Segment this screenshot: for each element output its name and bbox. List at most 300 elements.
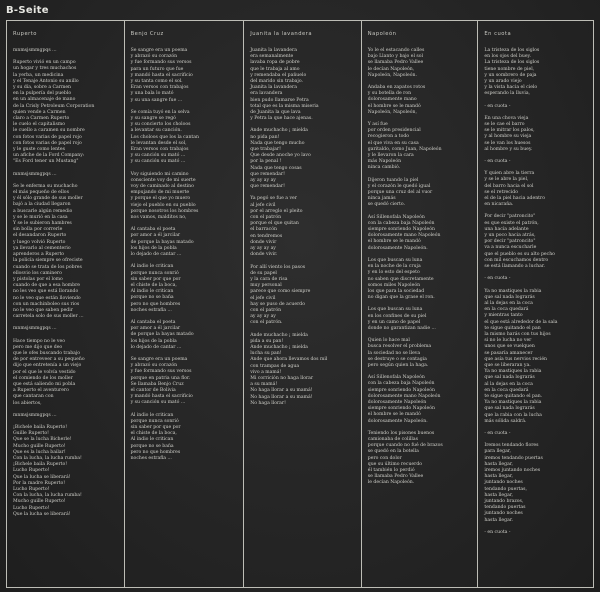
- lyric-line: ay ay ay ay: [250, 246, 276, 252]
- lyric-line: una hacía adelante: [484, 226, 529, 232]
- lyric-line: Eran versos con trabajos: [130, 147, 189, 153]
- lyric-line: porque en patria una flor.: [130, 375, 191, 381]
- lyric-line: Lucho Ruperto!: [13, 468, 50, 474]
- lyric-line: pero no que hombres: [130, 449, 181, 455]
- lyric-line: cuando de que a esa hombre: [13, 283, 81, 289]
- lyric-line: La tristeza de los siglos: [484, 60, 540, 66]
- lyric-line: y su sangre se regó: [130, 116, 176, 122]
- lyric-line: que sal nada lograrás: [484, 294, 535, 300]
- lyric-line: con el patrón.: [250, 320, 283, 326]
- lyric-line: Ruperto vivió en un campo: [13, 60, 76, 66]
- lyric-line: aprenderos a Ruperto: [13, 252, 65, 258]
- lyric-line: Así Sillenofala Napoleón: [367, 214, 425, 220]
- lyric-line: y una bala lo mató: [130, 91, 174, 97]
- lyric-line: Yo le el estacando calles: [367, 48, 425, 53]
- lyric-line: Al cantaba el poeta: [130, 227, 176, 233]
- lyric-line: de Juanita la que lava: [250, 110, 301, 116]
- lyric-line: No haga llorar a su mamá!: [250, 388, 313, 394]
- lyric-line: pero no que hombres: [130, 301, 181, 307]
- lyric-line: Ya no mastiques la rabia: [484, 288, 542, 294]
- lyric-line: Voy siguiendo mi camino: [130, 171, 189, 177]
- lyric-line: busca resolver el problema: [367, 344, 432, 350]
- lyric-line: Los que buscan su luna: [367, 307, 423, 313]
- lyric-line: lavaba ropa de pobre: [250, 60, 300, 66]
- lyric-line: Napoleón, Napoleón.: [367, 72, 417, 78]
- song-lyrics: [368, 48, 473, 487]
- lyric-line: no digan que la grase el ron.: [367, 295, 435, 301]
- lyric-line: Teniendo los pisones buenos: [367, 430, 435, 436]
- lyric-line: no pida pan!: [250, 134, 280, 140]
- song-column-napoleon: [362, 21, 479, 587]
- lyric-line: Se comía tuyó en la selva: [130, 109, 190, 115]
- lyric-line: Y así fue: [367, 122, 388, 128]
- lyric-line: donde no garantizan nadie ...: [367, 325, 436, 331]
- song-lyrics: [484, 48, 588, 536]
- lyric-line: dolorosamente mano: [367, 97, 417, 103]
- lyric-line: Hace tiempo no le veo: [13, 338, 65, 344]
- lyric-line: Con la lucha, la lucha rumba!: [13, 455, 82, 461]
- lyric-line: el hombre se le mandó: [367, 239, 421, 245]
- lyric-line: que cantaran con: [13, 394, 54, 400]
- lyric-line: el comiendo de los moller: [13, 375, 73, 381]
- lyric-line: Ande que ahora llevamos dos mil: [250, 357, 328, 363]
- lyric-line: Con la lucha, la lucha rumba!: [13, 493, 82, 499]
- lyric-line: ¡Bichele baila Ruperto!: [13, 424, 68, 430]
- lyric-line: en la coca quedará: [484, 387, 529, 393]
- lyric-line: le decían Napoleón.: [367, 480, 415, 486]
- lyric-line: y luego volvió Ruperto: [13, 239, 66, 245]
- lyric-line: total que es la misma miseria: [250, 103, 319, 109]
- lyric-line: en un almacenaje de mano: [13, 97, 76, 103]
- lyric-line: viejo el pueblo en su pueblo: [130, 202, 196, 208]
- song-column-ruperto: [7, 21, 125, 587]
- lyric-line: unos que se vuelquen: [484, 344, 535, 350]
- song-lyrics: [13, 48, 119, 518]
- lyric-line: Iremos tendando flores: [484, 443, 539, 449]
- lyric-line: tiene nombre de piel,: [484, 66, 535, 72]
- lyric-line: se pasaría amanecer: [484, 350, 533, 356]
- lyric-line: y se le abre la piel,: [484, 177, 529, 183]
- lyric-line: ay ay ay ay: [250, 178, 276, 184]
- lyric-line: por el arreglo el pleito: [250, 208, 303, 214]
- lyric-line: por orden presidencial: [367, 128, 421, 134]
- lyric-line: y su día, sobre a Carmen: [13, 85, 72, 91]
- lyric-line: que le trabaja al amo: [250, 66, 300, 72]
- lyric-line: al la dejas en la coca: [484, 381, 533, 387]
- lyric-line: el que está alrededor de la sala: [484, 319, 558, 325]
- lyric-line: pida a su pan!: [250, 338, 284, 344]
- lyric-line: - en cuota -: [484, 159, 511, 165]
- lyric-line: Los choloos que los la cantan: [130, 134, 199, 140]
- lyric-line: Se sangre era un poema: [130, 48, 188, 53]
- lyric-line: y su tanta como el sol.: [130, 79, 183, 85]
- lyric-line: y mientras tanto: [484, 313, 523, 319]
- lyric-line: los que para la sociedad: [367, 288, 425, 294]
- lyric-line: los abiertos,: [13, 400, 42, 406]
- lyric-line: en nicaraña.: [484, 202, 514, 208]
- lyric-line: se el retrecido: [484, 189, 518, 195]
- song-title: Ruperto: [13, 31, 37, 37]
- lyric-line: Por decir "patroncito": [484, 214, 536, 220]
- song-column-benjo-cruz: [125, 21, 245, 587]
- lyric-line: Y quien abre la tierra: [484, 171, 535, 177]
- lyric-line: y su una sangre fue ...: [130, 97, 183, 103]
- lyric-line: se quedó cierto.: [367, 202, 406, 208]
- lyric-line: Ande muchacho ¡ mielda: [250, 332, 308, 338]
- lyric-line: dolorosamente mano Napoleón: [367, 393, 441, 399]
- lyric-line: Ande muchacho ¡ mielda: [250, 344, 308, 350]
- lyric-line: a levantar su canción.: [130, 128, 182, 134]
- lyric-line: y el Tenaje Antonio su anillo: [13, 78, 79, 84]
- song-title: En cuota: [484, 31, 512, 37]
- lyric-line: hasta llegar,: [484, 474, 513, 480]
- lyric-line: un hogar y tres muchachos: [13, 66, 77, 72]
- lyric-line: el barracón: [250, 227, 277, 233]
- lyric-line: la mismo harás con tus hijos: [484, 331, 551, 337]
- lyric-line: Se le enferma su muchacho: [13, 183, 78, 189]
- lyric-line: consciente voy de mi suerte: [130, 177, 196, 183]
- lyric-line: y pistolas por el lomo: [13, 276, 63, 282]
- lyric-line: sin bolla por correrle: [13, 227, 63, 233]
- lyric-line: Se llamaba Benjo Cruz: [130, 381, 184, 387]
- lyric-line: Y se le subieron hambres: [13, 221, 72, 227]
- lyric-line: tendando puertas,: [484, 486, 527, 492]
- lyric-line: se llamaba Pedro Vallee: [367, 474, 424, 480]
- lyric-line: el de la piel hacia adentro: [484, 196, 545, 202]
- lyric-line: y la vista hacia el cielo: [484, 85, 538, 91]
- lyric-line: claro a Carmen Ruperto: [13, 116, 70, 122]
- lyric-line: siempre sonriendo Napoleón: [367, 406, 435, 412]
- lyric-line: donde vivir: [250, 239, 277, 245]
- lyric-line: Se sangre era un poema: [130, 356, 188, 362]
- lyric-line: del marido sin trabajo.: [250, 79, 303, 85]
- lyric-line: la yerba, un medicina: [13, 72, 64, 78]
- lyric-line: que trabajar!: [250, 147, 281, 153]
- lyric-line: esperando la lluvia,: [484, 91, 531, 97]
- lyric-line: y abrazó su corazón: [130, 54, 178, 60]
- lyric-line: y mandó hasta el sacrificio: [130, 394, 193, 400]
- lyric-line: con fotos varias de papel rojo: [13, 140, 82, 146]
- lyric-line: el jefe civil: [250, 295, 276, 301]
- lyric-line: más sólida saldrá.: [484, 418, 527, 424]
- lyric-line: Al cantaba el poeta: [130, 319, 176, 325]
- lyric-line: en tendremos: [250, 233, 283, 239]
- lyric-line: y su canción su mató ...: [130, 153, 186, 159]
- lyric-line: porque nunca sonrió: [130, 418, 179, 424]
- lyric-line: mnmsjsmmgpqs ...: [13, 171, 57, 177]
- lyric-line: lo dejado de cantar ...: [130, 344, 182, 350]
- lyric-line: la sociedad no se lleva: [367, 350, 421, 356]
- lyric-line: con mil escuchamos dentro: [484, 257, 549, 263]
- lyric-line: mnmsjsmmgpqs ...: [13, 412, 57, 418]
- lyric-line: nos vamos, malditos no,: [130, 215, 187, 221]
- lyric-line: Ya no mastiques la rabia: [484, 369, 542, 375]
- lyric-line: voy de caminado al destino: [130, 184, 194, 190]
- lyric-line: el más pequeño de ellos: [13, 190, 69, 196]
- lyric-line: ninca cambió.: [367, 165, 401, 171]
- lyric-line: a Ruperto el aventurero: [13, 388, 69, 394]
- lyric-line: y fue formando sus versos: [130, 369, 192, 375]
- lyric-line: el que viva en su casa: [367, 140, 419, 146]
- lyric-line: siempre sonriendo Napoleón: [367, 227, 435, 233]
- lyric-line: y remendaba el pañuelo: [250, 72, 307, 78]
- lyric-line: dolorosamente Napoleón.: [367, 418, 428, 424]
- song-title: Napoleón: [367, 31, 397, 37]
- lyric-line: de su papel: [250, 270, 277, 276]
- lyric-line: y su botella de ron: [367, 91, 412, 97]
- lyric-line: juntando noches: [484, 480, 523, 486]
- lyric-line: hasta llegar,: [484, 492, 513, 498]
- lyric-line: se llamaba Pedro Vallee: [367, 60, 424, 66]
- lyric-line: porque nunca sonrió: [130, 270, 179, 276]
- lyric-line: que sal nada lograrás: [484, 406, 535, 412]
- lyric-line: en la coca quedará: [484, 307, 529, 313]
- lyric-line: porque una cruz del al vuor: [367, 190, 433, 196]
- lyric-line: lo dejado de cantar ...: [130, 252, 182, 258]
- lyric-line: Lucho Ruperto!: [13, 505, 50, 511]
- lyrics-columns: [7, 21, 593, 587]
- lyric-line: Que la lucha se liberará!: [13, 474, 71, 480]
- lyric-line: ellosvio los caminero: [13, 270, 62, 276]
- lyric-line: de porque la bayas matado: [130, 239, 194, 245]
- lyric-line: por el que le volvía vestido: [13, 369, 76, 375]
- lyric-line: se quedó en la botella: [367, 449, 419, 455]
- lyric-line: de porque la bayas matado: [130, 332, 194, 338]
- lyric-line: juntando brazos,: [484, 499, 524, 504]
- lyric-line: No haga llorar!: [250, 400, 286, 406]
- lyric-line: iremos tendando puertas: [484, 455, 543, 461]
- lyric-line: y su canción su mató ...: [130, 159, 186, 165]
- lyric-line: Andaba en zapatos rotos: [367, 85, 426, 91]
- lyric-line: Eran versos con trabajos: [130, 85, 189, 91]
- lyric-line: Al indio le critican: [130, 289, 174, 295]
- lyric-line: camionaba de colillas: [367, 436, 418, 442]
- lyric-line: No haga llorar a su mamá!: [250, 394, 313, 400]
- lyric-line: y Petra la que hace ajenas.: [250, 116, 313, 122]
- lyric-line: recogieron a todo: [367, 134, 410, 140]
- lyric-line: con la cabeza baja Napoleón: [367, 381, 435, 387]
- lyric-line: le cuelo el capitalismo: [13, 122, 65, 128]
- lyric-line: juntando noches: [484, 511, 523, 517]
- lyric-line: siempre sonriendo Napoleón: [367, 387, 435, 393]
- lyric-line: y en un camo de papel: [367, 319, 421, 325]
- lyric-line: en la pulpería del pueblo: [13, 91, 72, 97]
- lyric-line: y él sólo grande de sus moller: [13, 196, 83, 202]
- lyric-line: era lavandera: [250, 91, 283, 97]
- lyric-line: lucha su pan!: [250, 351, 282, 357]
- lyric-line: porque no se baña: [130, 295, 174, 301]
- song-lyrics: [250, 48, 356, 407]
- lyric-line: dolorosamente Napoleón.: [367, 245, 428, 251]
- lyric-line: ay ay ay ay: [250, 314, 276, 320]
- song-column-en-cuota: [478, 21, 593, 587]
- lyric-line: - en cuota -: [484, 430, 511, 436]
- lyric-line: carretela solo de sus moller ...: [13, 314, 84, 320]
- lyric-line: los hijos de la pobla: [130, 338, 177, 344]
- lyric-line: Que se la lucha Bicherle!: [13, 437, 72, 443]
- lyric-line: y un arado viejo: [484, 79, 522, 85]
- lyric-line: se destruye o se contagia: [367, 356, 427, 362]
- lyric-line: la policía siempre se ofreciste: [13, 258, 83, 264]
- lyric-line: a su mamá!: [250, 382, 278, 388]
- lyric-line: y en lo esto del espeto: [367, 270, 420, 276]
- lyric-line: Al indio le critican: [130, 412, 174, 418]
- lyric-line: el cantor de Bolivia: [130, 387, 176, 393]
- lyric-line: era semanalmente: [250, 54, 294, 60]
- lyric-line: "Es Ford tener un Mustang": [13, 159, 79, 165]
- lyric-line: ninca jamás: [367, 196, 396, 202]
- lyric-line: pero según quien la haga.: [367, 362, 429, 368]
- lyric-line: y le llevaron la cara: [367, 153, 414, 159]
- lyric-line: del barro hacia el sol: [484, 183, 534, 189]
- lyric-line: cuando se trata de los pobres: [13, 264, 82, 270]
- lyric-line: Ya no mastiques la rabia: [484, 400, 542, 406]
- lyric-line: no le veo que están lloviendo: [13, 295, 81, 301]
- lyric-line: porque cuando no fué de brazos: [367, 443, 443, 449]
- lyric-line: dolorosamente mano Napoleón: [367, 233, 441, 239]
- lyric-line: de por entreveer a su pequeño: [13, 357, 85, 363]
- lyric-line: Mi corrición no haga llorar: [250, 375, 314, 381]
- lyric-line: que asía tus nervios recién: [484, 356, 548, 362]
- lyric-line: noches estrafla ...: [130, 455, 172, 461]
- lyric-line: mnmsjsmmgpqs ...: [13, 48, 57, 53]
- lyric-line: quien vende a Carmen: [13, 109, 66, 115]
- lyric-line: y el corazón le quedó igual: [367, 183, 431, 189]
- lyric-line: Mucho guille Ruperto!: [13, 499, 66, 505]
- lyric-line: y fue formando sus versos: [130, 60, 192, 66]
- lyric-line: en los ojos del buey.: [484, 54, 532, 60]
- lyric-line: ¡Bichele baila Ruperto!: [13, 462, 68, 468]
- lyric-line: que la rabia con la lucha: [484, 412, 542, 418]
- lyric-line: y le guste como lentes: [13, 147, 65, 153]
- lyric-line: Que es la lucha bailar!: [13, 449, 66, 455]
- lyric-line: te sigue quitando el pan: [484, 325, 541, 331]
- lyric-line: pero me dijo que deo: [13, 344, 63, 350]
- lyric-line: te sigue quitando el pan.: [484, 393, 543, 399]
- song-column-juanita: [244, 21, 362, 587]
- lyric-line: sin saber por que por: [130, 424, 181, 430]
- lyric-line: Mucho guille Ruperto!: [13, 443, 66, 449]
- lyric-line: Napoleón, Napoleón,: [367, 109, 417, 115]
- lyric-line: el chiste de la boca,: [130, 431, 177, 437]
- lyric-line: al la dejas en la coca: [484, 300, 533, 306]
- lyric-line: Al indio le critican: [130, 264, 174, 270]
- lyric-line: Por la madre Ruperto!: [13, 480, 66, 486]
- lyric-line: se le mitrar los palos,: [484, 128, 535, 134]
- lyric-line: al hombre y su buey.: [484, 146, 533, 152]
- lyric-line: sin saber por que por: [130, 276, 181, 282]
- lyric-line: que le ofes buscando trabajo: [13, 350, 81, 356]
- lyric-line: Al indio le critican: [130, 437, 174, 443]
- lyric-line: con fotos varias de papel rojo: [13, 134, 82, 140]
- lyric-line: ya llevarlo al cementerio: [13, 245, 71, 251]
- lyric-line: que su último recuerdo: [367, 461, 423, 467]
- lyric-line: se está llamando a luchar.: [484, 264, 545, 270]
- side-heading: B-Seite: [6, 5, 49, 16]
- lyric-line: con el patrón: [250, 215, 282, 221]
- lyric-line: que el pueblo es su alto pecho: [484, 251, 555, 257]
- lyric-line: hasta llegar.: [484, 517, 513, 523]
- lyric-line: donde vivir.: [250, 252, 278, 258]
- song-title: Benjo Cruz: [130, 31, 164, 37]
- lyric-line: el chiste de la boca,: [130, 282, 177, 288]
- lyric-line: y un poco hacia atrás,: [484, 233, 536, 239]
- lyric-line: bien pudo llamarse Petra: [250, 97, 309, 103]
- lyric-line: y su canción su mató ...: [130, 400, 186, 406]
- lyric-line: le cuello a caramen su nombre: [13, 128, 85, 134]
- lyric-line: que remendar!: [250, 171, 285, 177]
- lyric-line: porque no se baña: [130, 443, 174, 449]
- lyric-line: mnmsjsmmgpqs ...: [13, 326, 57, 332]
- lyric-line: Lucho Ruperto!: [13, 487, 50, 492]
- lyric-line: Por allí viento los pasos: [250, 264, 306, 270]
- lyric-line: y la cara de risa: [250, 276, 288, 282]
- lyric-line: más Napoleón: [367, 159, 402, 165]
- lyric-line: pero con dolor: [367, 455, 402, 461]
- lyric-line: Nada que tengo cosas: [250, 165, 302, 171]
- lyric-line: porque el que quitan: [250, 221, 299, 227]
- lyric-line: Así Sillenofala Napoleón: [367, 375, 425, 381]
- lyric-line: - en cuota -: [484, 276, 511, 282]
- lyric-line: dolorosamente Napoleón: [367, 399, 427, 405]
- lyric-line: muy personal: [250, 283, 282, 289]
- lyric-line: por decir "patroncito": [484, 239, 536, 245]
- lyric-line: que remendar!: [250, 184, 285, 190]
- lyric-line: Los que buscan su luna: [367, 257, 423, 263]
- lyric-line: los hijos de la pobla: [130, 245, 177, 251]
- lyric-line: por amor a él jarcilar: [130, 326, 181, 332]
- song-lyrics: [131, 48, 239, 462]
- lyric-line: porque nosotros los hombres: [130, 208, 199, 214]
- lyric-line: hay se puso de acuerdo: [250, 301, 305, 307]
- lyric-line: Ande muchacho ¡ mielda: [250, 128, 308, 134]
- lyric-line: iremos juntando noches: [484, 467, 541, 473]
- lyric-line: y se le murió en la casa: [13, 214, 68, 220]
- lyric-line: va a nunca escucharle: [484, 245, 537, 251]
- lyric-line: es que existe el patrón,: [484, 220, 539, 226]
- lyric-line: de la Crisly Petroleum Corporation: [13, 103, 95, 109]
- lyric-line: un afiche de la Ford Company:: [13, 153, 85, 159]
- lyric-line: para llegar,: [484, 449, 511, 455]
- lyric-line: con un machinboleo sus rios: [13, 301, 80, 307]
- lyric-line: a buscarle algún remedio: [13, 208, 73, 214]
- lyric-line: por la penal !: [250, 159, 282, 165]
- lyric-line: - en cuota -: [484, 529, 511, 535]
- lyric-line: él también lo perdió: [367, 467, 415, 473]
- lyric-line: en la noche de la cruja: [367, 264, 421, 270]
- lyric-line: Ya pegó se fue a ver: [250, 196, 297, 202]
- lyric-line: no le veo que saben pedir: [13, 307, 73, 313]
- lyric-line: y porque el que yo muero: [130, 196, 191, 202]
- lyric-line: Guille Ruperto!: [13, 431, 49, 437]
- lyric-line: bajo Llanto y bajo el sol: [367, 54, 424, 60]
- song-title: Juanita la lavandera: [250, 31, 312, 37]
- lyric-line: no saben que discretamente: [367, 276, 434, 282]
- lyric-line: con la cabeza baja Napoleón: [367, 220, 435, 226]
- lyric-line: tendando puertas: [484, 505, 526, 511]
- lyric-line: y al hombre su vieja: [484, 134, 532, 140]
- lyric-line: Nada que tengo mucho: [250, 140, 305, 146]
- lyric-line: el desandaron Ruperto: [13, 233, 67, 239]
- lyric-line: somos miles Napoleón: [367, 282, 421, 288]
- lyric-line: con el patrón: [250, 307, 282, 313]
- lyric-line: hasta llegar,: [484, 461, 513, 467]
- lyric-line: bajó a la ciudad llegaron: [13, 202, 71, 208]
- lyric-line: Que desde anoche yo lavo: [250, 153, 311, 159]
- lyric-line: En una chova vieja: [484, 115, 529, 121]
- lyric-line: y un sombrero de paja: [484, 72, 537, 78]
- lyric-line: al jefe civil: [250, 202, 276, 208]
